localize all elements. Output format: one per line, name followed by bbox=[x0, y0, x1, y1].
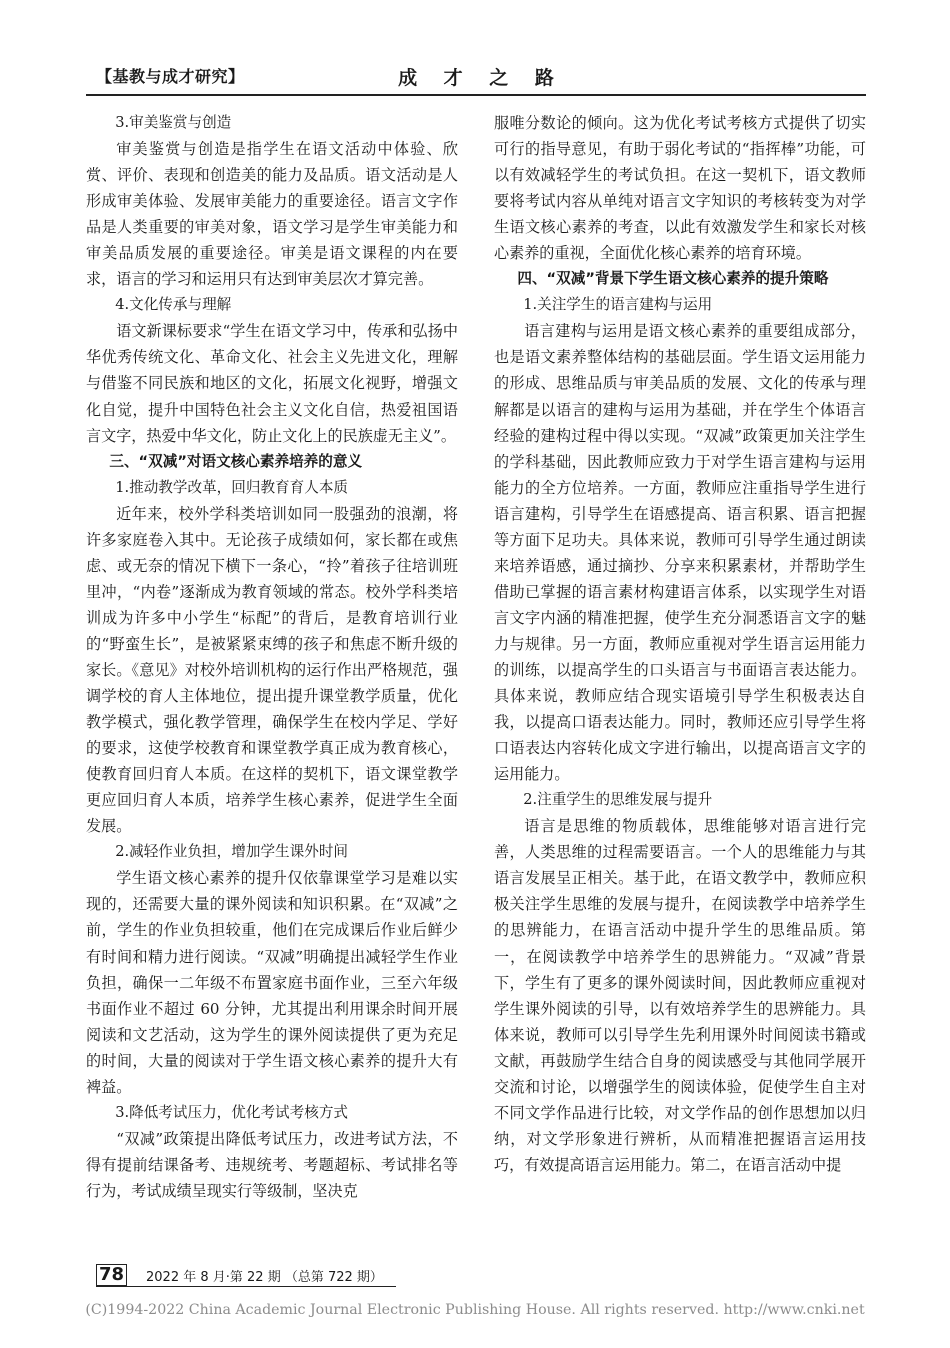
paragraph: 语言建构与运用是语文核心素养的重要组成部分，也是语文素养整体结构的基础层面。学生语文运用能力的形成、思维品质与审美品质的发展、文化的传承与理解都是以语言的建构与运用为基础，并在学生个体语言经验的建构过程中得以实现。“双减”政策更加关注学生的学科基础，因此教师应致力于对学生语言建构与运用能力的全方位培养。一方面，教师应注重指导学生进行语言建构，引导学生在语感提高、语言积累、语言把握等方面下足功夫。具体来说，教师可引导学生通过朗读来培养语感，通过摘抄、分享来积累素材，并帮助学生借助已掌握的语言素材构建语言体系，以实现学生对语言文字内涵的精准把握，使学生充分洞悉语言文字的魅力与规律。另一方面，教师应重视对学生语言运用能力的训练，以提高学生的口头语言与书面语言表达能力。具体来说，教师应结合现实语境引导学生积极表达自我，以提高口语表达能力。同时，教师还应引导学生将口语表达内容转化成文字进行输出，以提高语言文字的运用能力。 bbox=[494, 322, 866, 784]
page-footer bbox=[96, 1264, 396, 1286]
right-column bbox=[494, 110, 866, 1178]
issue-info: 2022 年 8 月·第 22 期 （总第 722 期） bbox=[146, 1270, 383, 1285]
paragraph: 学生语文核心素养的提升仅依靠课堂学习是难以实现的，还需要大量的课外阅读和知识积累。在“双减”之前，学生的作业负担较重，他们在完成课后作业后鲜少有时间和精力进行阅读。“双减”明确提出减轻学生作业负担，确保一二年级不布置家庭书面作业，三至六年级书面作业不超过 60 分钟，尤其提出利用课余时间开展阅读和文艺活动，这为学生的课外阅读提供了更为充足的时间，大量的阅读对于学生语文核心素养的提升大有裨益。 bbox=[86, 869, 458, 1096]
subsection-heading: 1.推动教学改革，回归教育育人本质 bbox=[115, 478, 349, 496]
running-header bbox=[96, 62, 866, 90]
paragraph: 语文新课标要求“学生在语文学习中，传承和弘扬中华优秀传统文化、革命文化、社会主义先进文化，理解与借鉴不同民族和地区的文化，拓展文化视野，增强文化自觉，提升中国特色社会主义文化自信，热爱祖国语言文字，热爱中华文化，防止文化上的民族虚无主义”。 bbox=[86, 322, 458, 445]
paragraph: “双减”政策提出降低考试压力，改进考试方法，不得有提前结课备考、违规统考、考题超标、考试排名等行为，考试成绩呈现实行等级制，坚决克 bbox=[86, 1129, 458, 1200]
subsection-heading: 2.减轻作业负担，增加学生课外时间 bbox=[115, 843, 349, 861]
paragraph: 近年来，校外学科类培训如同一股强劲的浪潮，将许多家庭卷入其中。无论孩子成绩如何，家长都在或焦虑、或无奈的情况下横下一条心，“拎”着孩子往培训班里冲，“内卷”逐渐成为教育领域的常态。校外学科类培训成为许多中小学生“标配”的背后，是教育培训行业的“野蛮生长”，是被紧紧束缚的孩子和焦虑不断升级的家长。《意见》对校外培训机构的运行作出严格规范，强调学校的育人主体地位，提出提升课堂教学质量，优化教学模式，强化教学管理，确保学生在校内学足、学好的要求，这使学校教育和课堂教学真正成为教育核心，使教育回归育人本质。在这样的契机下，语文课堂教学更应回归育人本质，培养学生核心素养，促进学生全面发展。 bbox=[86, 504, 458, 836]
journal-section-label: 【基教与成才研究】 bbox=[96, 67, 245, 86]
paragraph: 服唯分数论的倾向。这为优化考试考核方式提供了切实可行的指导意见，有助于弱化考试的“指挥棒”功能，可以有效减轻学生的考试负担。在这一契机下，语文教师要将考试内容从单纯对语言文字知识的考核转变为对学生语文核心素养的考查，以此有效激发学生和家长对核心素养的重视，全面优化核心素养的培育环境。 bbox=[494, 114, 866, 263]
paragraph: 语言是思维的物质载体，思维能够对语言进行完善，人类思维的过程需要语言。一个人的思维能力与其语言发展呈正相关。基于此，在语文教学中，教师应积极关注学生思维的发展与提升，在阅读教学中培养学生的思辨能力，在语言活动中提升学生的思维品质。第一，在阅读教学中培养学生的思辨能力。“双减”背景下，学生有了更多的课外阅读时间，因此教师应重视对学生课外阅读的引导，以有效培养学生的思辨能力。具体来说，教师可以引导学生先利用课外时间阅读书籍或文献，再鼓励学生结合自身的阅读感受与其他同学展开交流和讨论，以增强学生的阅读体验，促使学生自主对不同文学作品进行比较，对文学作品的创作思想加以归纳，对文学形象进行辨析，从而精准把握语言运用技巧，有效提高语言运用能力。第二，在语言活动中提 bbox=[494, 817, 866, 1174]
subsection-heading: 3.降低考试压力，优化考试考核方式 bbox=[115, 1103, 349, 1121]
subsection-heading: 3.审美鉴赏与创造 bbox=[115, 114, 232, 131]
section-heading: 三、“双减”对语文核心素养培养的意义 bbox=[109, 452, 363, 470]
paragraph: 审美鉴赏与创造是指学生在语文活动中体验、欣赏、评价、表现和创造美的能力及品质。语文活动是人形成审美体验、发展审美能力的重要途径。语言文字作品是人类重要的审美对象，语文学习是学生审美能力和审美品质发展的重要途径。审美是语文课程的内在要求，语言的学习和运用只有达到审美层次才算完善。 bbox=[86, 140, 458, 289]
subsection-heading: 2.注重学生的思维发展与提升 bbox=[523, 791, 713, 809]
footer-divider bbox=[96, 1286, 396, 1287]
header-divider bbox=[86, 94, 866, 96]
subsection-heading: 4.文化传承与理解 bbox=[115, 296, 232, 314]
page-number: 78 bbox=[96, 1264, 127, 1286]
subsection-heading: 1.关注学生的语言建构与运用 bbox=[523, 296, 713, 314]
copyright-notice: (C)1994-2022 China Academic Journal Electronic Publishing House. All rights reserved. http://www.cnki.net bbox=[85, 1302, 865, 1318]
left-column bbox=[86, 110, 458, 1204]
journal-title: 成 才 之 路 bbox=[398, 67, 564, 89]
section-heading: 四、“双减”背景下学生语文核心素养的提升策略 bbox=[517, 270, 829, 288]
